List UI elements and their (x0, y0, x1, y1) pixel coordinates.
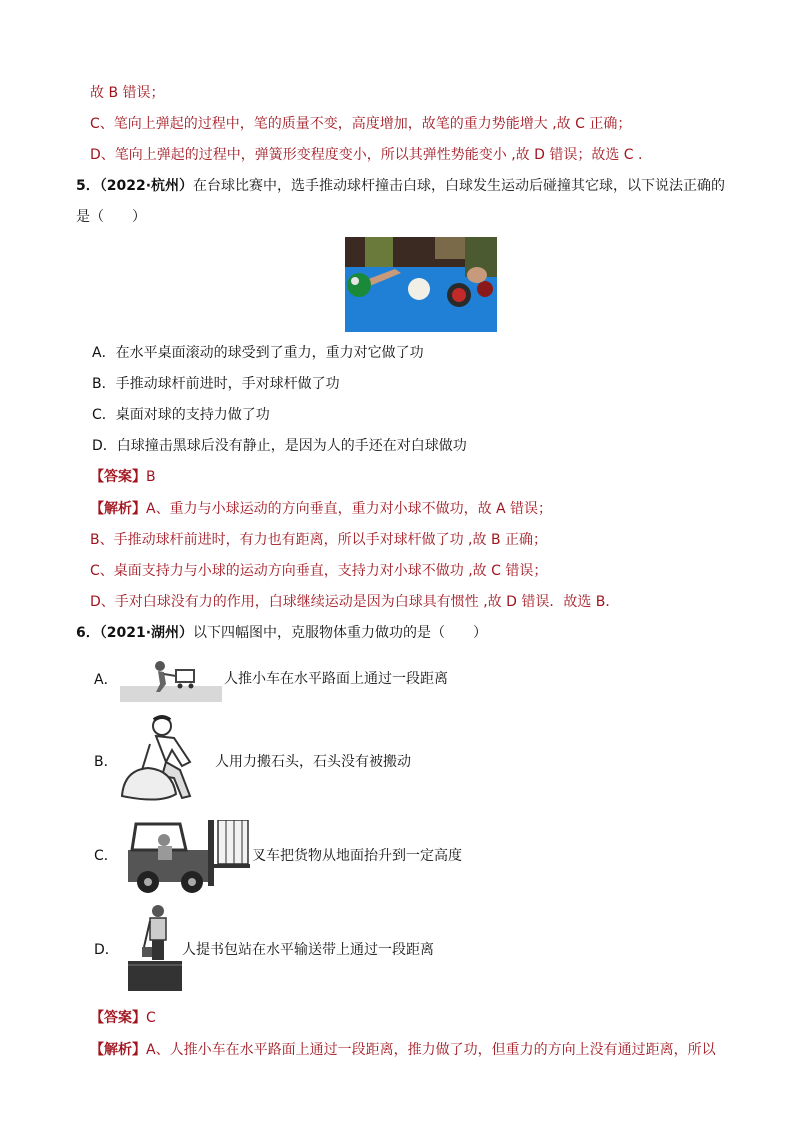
option-c: C．桌面对球的支持力做了功 (92, 407, 270, 423)
question-5-stem (76, 176, 725, 196)
answer-value: C (146, 1010, 156, 1026)
analysis-line (90, 1040, 716, 1060)
analysis-line: D、笔向上弹起的过程中，弹簧形变程度变小，所以其弹性势能变小 ,故 D 错误；故选 C . (90, 147, 643, 163)
option-b-letter: B． (94, 754, 118, 770)
analysis-tag: 【解析】 (90, 501, 146, 517)
answer-tag: 【答案】 (90, 1010, 146, 1026)
cart-push-figure (120, 658, 222, 708)
analysis-line (90, 499, 552, 519)
question-source: （2021·湖州） (99, 625, 194, 641)
analysis-line: D、手对白球没有力的作用，白球继续运动是因为白球具有惯性 ,故 D 错误．故选 B． (90, 594, 620, 610)
answer-tag: 【答案】 (90, 469, 146, 485)
option-b-text: 人用力搬石头，石头没有被搬动 (215, 754, 411, 770)
option-d-text: 人提书包站在水平输送带上通过一段距离 (182, 942, 434, 958)
question-5-stem-cont: 是（ ） (76, 209, 146, 225)
option-c-letter: C． (94, 848, 118, 864)
billiards-photo (345, 237, 497, 332)
answer-line (90, 467, 156, 487)
question-number: 5． (76, 178, 100, 194)
analysis-tag: 【解析】 (90, 1042, 146, 1058)
lifting-stone-figure (120, 714, 212, 806)
question-number: 6． (76, 625, 100, 641)
question-source: （2022·杭州） (99, 178, 194, 194)
analysis-line: B、手推动球杆前进时，有力也有距离，所以手对球杆做了功 ,故 B 正确； (90, 532, 548, 548)
answer-line (90, 1008, 156, 1028)
answer-value: B (146, 469, 156, 485)
option-a: A．在水平桌面滚动的球受到了重力，重力对它做了功 (92, 345, 424, 361)
analysis-line: C、桌面支持力与小球的运动方向垂直，支持力对小球不做功 ,故 C 错误； (90, 563, 548, 579)
option-d: D．白球撞击黑球后没有静止，是因为人的手还在对白球做功 (92, 438, 467, 454)
question-6-stem (76, 623, 487, 643)
analysis-line: 故 B 错误； (90, 85, 165, 101)
analysis-text: A、人推小车在水平路面上通过一段距离，推力做了功，但重力的方向上没有通过距离，所以 (146, 1042, 716, 1058)
person-on-conveyor-figure (128, 903, 182, 991)
question-text: 在台球比赛中，选手推动球杆撞击白球，白球发生运动后碰撞其它球，以下说法正确的 (193, 178, 726, 194)
option-a-text: 人推小车在水平路面上通过一段距离 (224, 671, 448, 687)
option-d-letter: D． (94, 942, 119, 958)
analysis-line: C、笔向上弹起的过程中，笔的质量不变，高度增加，故笔的重力势能增大 ,故 C 正确； (90, 116, 632, 132)
option-b: B．手推动球杆前进时，手对球杆做了功 (92, 376, 340, 392)
question-text: 以下四幅图中，克服物体重力做功的是（ ） (193, 625, 488, 641)
option-a-letter: A． (94, 672, 118, 688)
forklift-figure (128, 820, 252, 895)
option-c-text: 叉车把货物从地面抬升到一定高度 (252, 848, 462, 864)
analysis-text: A、重力与小球运动的方向垂直，重力对小球不做功，故 A 错误； (146, 501, 553, 517)
